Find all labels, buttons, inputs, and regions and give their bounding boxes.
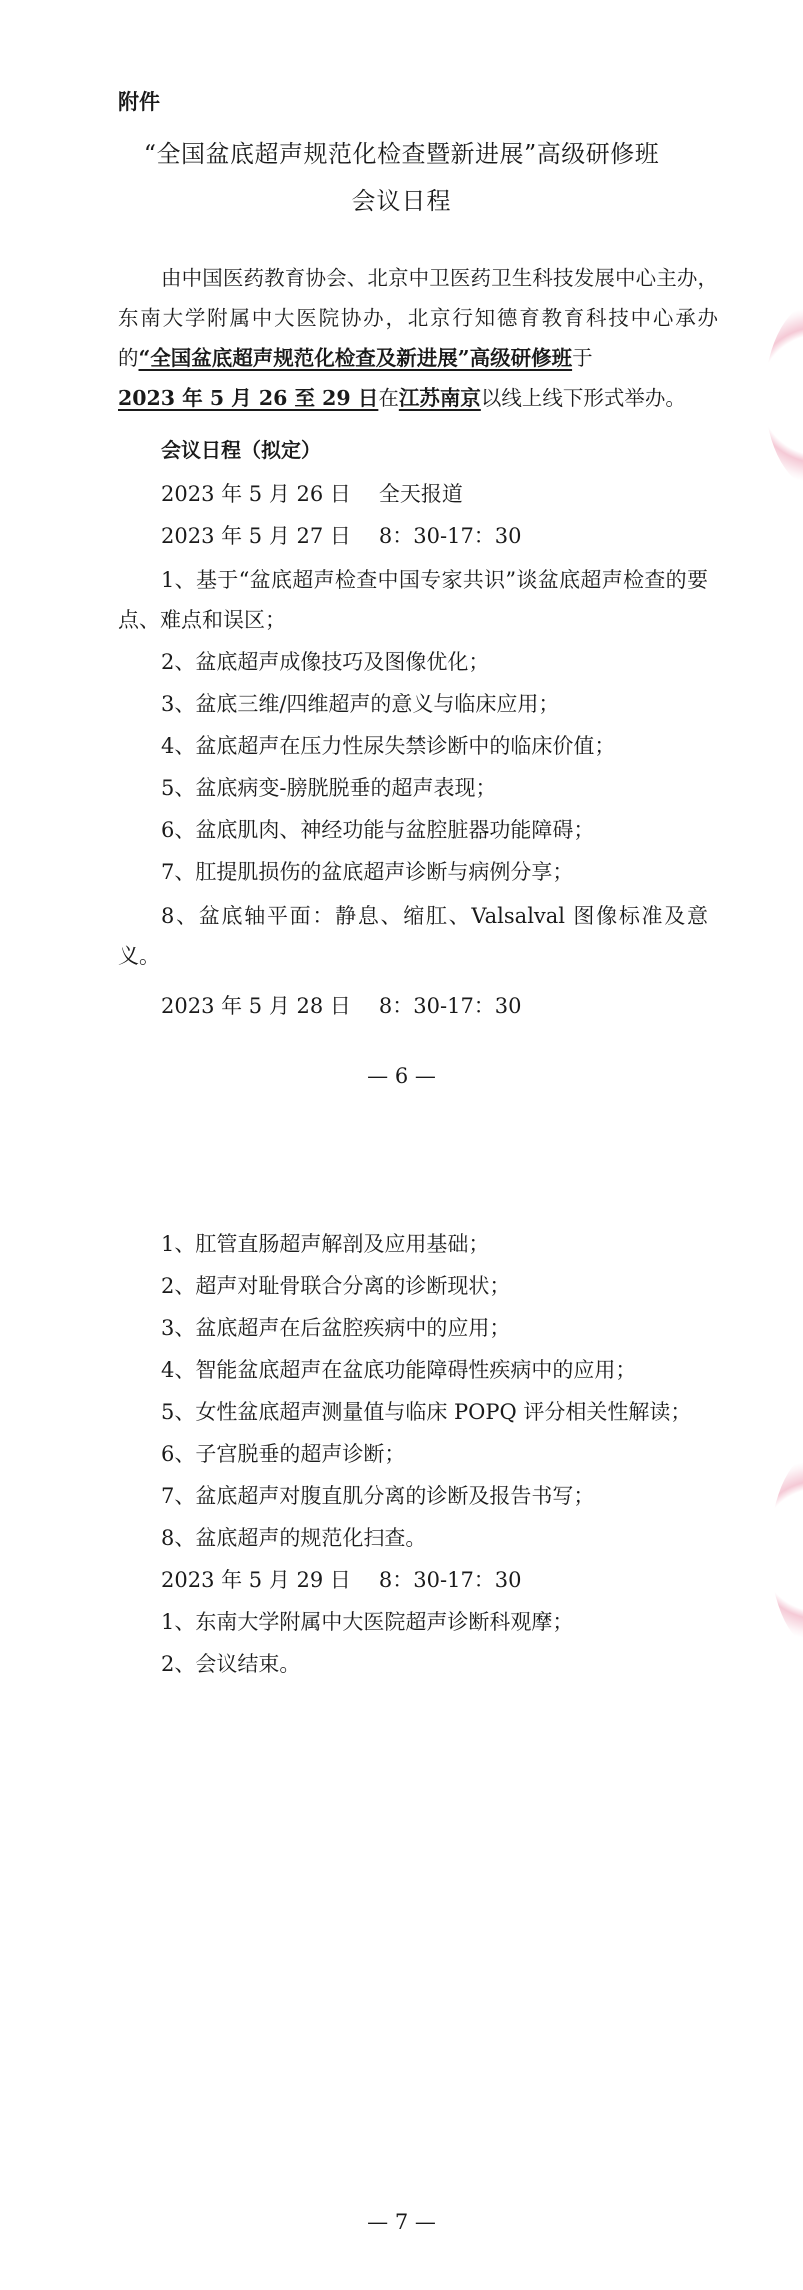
schedule-item: 3、盆底三维/四维超声的意义与临床应用； xyxy=(161,692,560,716)
schedule-item: 5、女性盆底超声测量值与临床 POPQ 评分相关性解读； xyxy=(161,1400,692,1424)
schedule-item: 3、盆底超声在后盆腔疾病中的应用； xyxy=(161,1316,511,1340)
day-time: 8：30-17：30 xyxy=(378,994,522,1018)
schedule-item: 4、盆底超声在压力性尿失禁诊断中的临床价值； xyxy=(161,734,616,758)
document-title: “全国盆底超声规范化检查暨新进展”高级研修班 xyxy=(143,140,660,168)
intro-text: 在 xyxy=(378,386,399,410)
document-subtitle: 会议日程 xyxy=(351,187,452,215)
event-dates: 2023 年 5 月 26 至 29 日 xyxy=(118,386,379,410)
day-date: 2023 年 5 月 26 日 xyxy=(161,482,351,506)
day-time: 8：30-17：30 xyxy=(378,524,522,548)
seal-stamp xyxy=(765,300,803,490)
intro-text: 以线上线下形式举办。 xyxy=(480,386,686,410)
day-date: 2023 年 5 月 27 日 xyxy=(161,524,351,548)
intro-text: 由中国医药教育协会、北京中卫医药卫生科技发展中心主办，东南大学附属中大医院协办，北京行知德育教育科技中心承办的 xyxy=(118,266,718,370)
schedule-item: 1、基于“盆底超声检查中国专家共识”谈盆底超声检查的要点、难点和误区； xyxy=(118,568,708,632)
event-location: 江苏南京 xyxy=(398,386,481,410)
intro-paragraph xyxy=(118,258,718,418)
page-number: — 7 — xyxy=(367,2210,436,2234)
schedule-item: 8、盆底轴平面：静息、缩肛、Valsalval 图像标准及意义。 xyxy=(118,904,708,968)
schedule-item: 5、盆底病变-膀胱脱垂的超声表现； xyxy=(161,776,497,800)
schedule-item: 2、盆底超声成像技巧及图像优化； xyxy=(161,650,490,674)
schedule-item: 2、超声对耻骨联合分离的诊断现状； xyxy=(161,1274,511,1298)
schedule-item: 6、盆底肌肉、神经功能与盆腔脏器功能障碍； xyxy=(161,818,595,842)
schedule-item: 2、会议结束。 xyxy=(161,1652,301,1676)
course-name: “全国盆底超声规范化检查及新进展”高级研修班 xyxy=(138,346,573,370)
schedule-item: 1、肛管直肠超声解剖及应用基础； xyxy=(161,1232,490,1256)
schedule-heading: 会议日程（拟定） xyxy=(161,438,321,462)
seal-stamp xyxy=(770,1450,803,1650)
schedule-item: 7、盆底超声对腹直肌分离的诊断及报告书写； xyxy=(161,1484,595,1508)
attachment-label: 附件 xyxy=(118,90,160,114)
schedule-item: 8、盆底超声的规范化扫查。 xyxy=(161,1526,427,1550)
day-date: 2023 年 5 月 28 日 xyxy=(161,994,351,1018)
intro-text: 于 xyxy=(572,346,593,370)
schedule-item: 4、智能盆底超声在盆底功能障碍性疾病中的应用； xyxy=(161,1358,637,1382)
schedule-item: 6、子宫脱垂的超声诊断； xyxy=(161,1442,406,1466)
day2-row xyxy=(161,522,522,550)
day-date: 2023 年 5 月 29 日 xyxy=(161,1568,351,1592)
day1-row xyxy=(161,480,463,508)
page-number: — 6 — xyxy=(367,1064,436,1088)
day4-row xyxy=(161,1566,522,1594)
schedule-item: 7、肛提肌损伤的盆底超声诊断与病例分享； xyxy=(161,860,574,884)
schedule-item: 1、东南大学附属中大医院超声诊断科观摩； xyxy=(161,1610,574,1634)
day-desc: 全天报道 xyxy=(378,482,463,506)
day3-row xyxy=(161,992,522,1020)
day-time: 8：30-17：30 xyxy=(378,1568,522,1592)
